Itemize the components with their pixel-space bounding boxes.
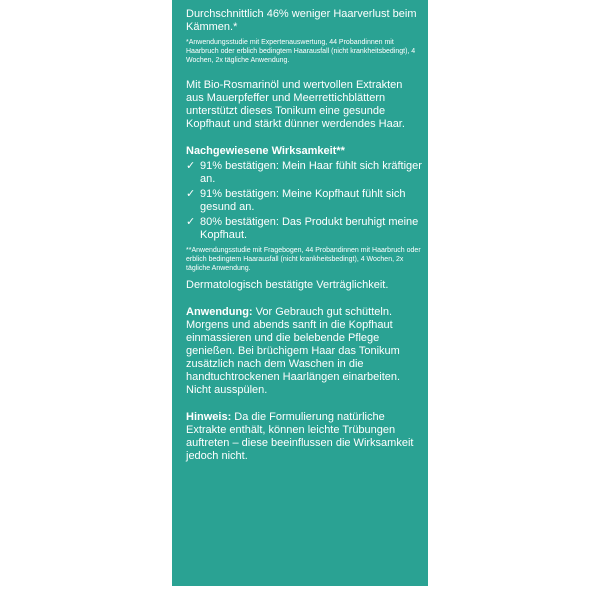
check-icon: ✓ bbox=[186, 216, 196, 228]
usage-text: Vor Gebrauch gut schütteln. Morgens und abends sanft in die Kopfhaut einmassieren und die belebende Pflege genießen. Bei brüchigem Haar das Tonikum zusätzlich nach dem Waschen in die handtuchtrockenen Haarlängen einarbeiten. Nicht ausspülen. bbox=[186, 306, 401, 396]
product-description: Mit Bio-Rosmarinöl und wertvollen Extrakten aus Mauerpfeffer und Meerrettichblättern unterstützt dieses Tonikum eine gesunde Kopfhaut und stärkt dünner werdendes Haar. bbox=[186, 79, 405, 130]
check-icon: ✓ bbox=[186, 160, 196, 172]
efficacy-item: ✓ 91% bestätigen: Mein Haar fühlt sich kräftiger an. bbox=[186, 160, 422, 185]
intro-headline: Durchschnittlich 46% weniger Haarverlust beim Kämmen.* bbox=[186, 8, 417, 33]
usage-label: Anwendung: bbox=[186, 306, 253, 318]
label-content bbox=[186, 8, 422, 463]
efficacy-item: ✓ 91% bestätigen: Meine Kopfhaut fühlt sich gesund an. bbox=[186, 188, 406, 213]
check-icon: ✓ bbox=[186, 188, 196, 200]
tolerance-note: Dermatologisch bestätigte Verträglichkeit. bbox=[186, 279, 389, 291]
usage-section bbox=[186, 306, 422, 397]
efficacy-heading: Nachgewiesene Wirksamkeit** bbox=[186, 145, 345, 157]
efficacy-list bbox=[186, 160, 422, 242]
efficacy-item: ✓ 80% bestätigen: Das Produkt beruhigt meine Kopfhaut. bbox=[186, 216, 419, 241]
intro-footnote: *Anwendungsstudie mit Expertenauswertung, 44 Probandinnen mit Haarbruch oder erblich bedingtem Haarausfall (nicht krankheitsbedingt), 4 Wochen, 2x tägliche Anwendung. bbox=[186, 39, 416, 64]
notice-label: Hinweis: bbox=[186, 411, 232, 423]
notice-section bbox=[186, 411, 422, 463]
efficacy-footnote: **Anwendungsstudie mit Fragebogen, 44 Probandinnen mit Haarbruch oder erblich bedingtem Haarausfall (nicht krankheitsbedingt), 4 Wochen, 2x tägliche Anwendung. bbox=[186, 247, 421, 272]
notice-text: Da die Formulierung natürliche Extrakte enthält, können leichte Trübungen auftreten – diese beeinflussen die Wirksamkeit jedoch nicht. bbox=[186, 411, 414, 462]
